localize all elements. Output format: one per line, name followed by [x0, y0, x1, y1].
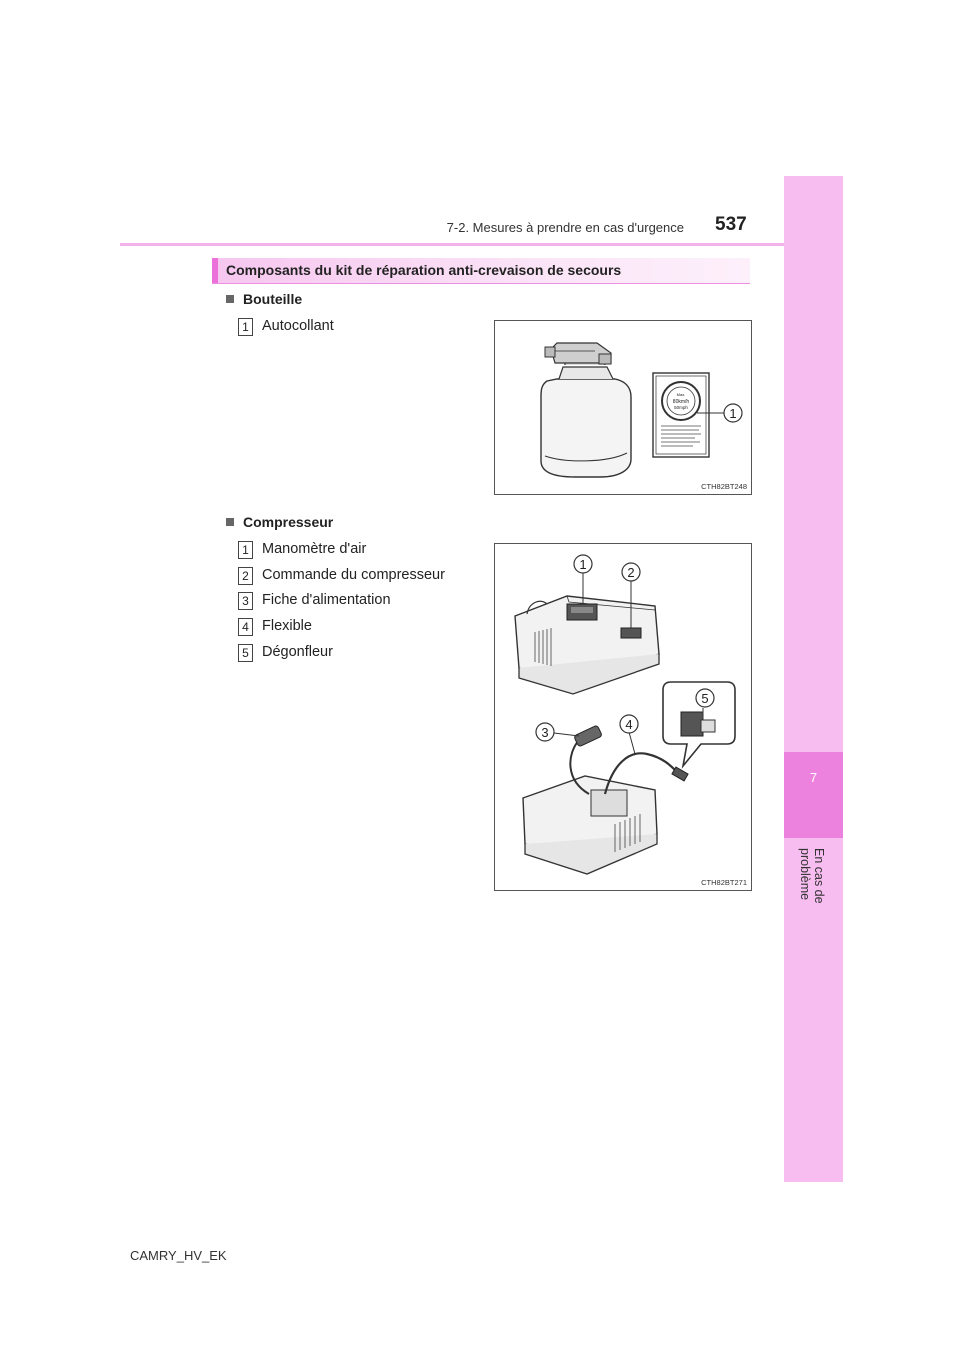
square-bullet-icon: [226, 295, 234, 303]
bottle-heading-text: Bouteille: [243, 291, 303, 307]
item-label: Manomètre d'air: [262, 541, 367, 557]
sticker-max: Max.: [676, 392, 686, 397]
item-label: Flexible: [262, 618, 312, 634]
compressor-figure: [494, 543, 752, 891]
compressor-callout-5: 5: [701, 691, 709, 706]
chapter-side-tab: [784, 176, 843, 1182]
item-number: 5: [238, 644, 253, 662]
figure-code: CTH82BT271: [701, 878, 747, 887]
sticker-mph: 50mph: [674, 405, 688, 410]
square-bullet-icon: [226, 518, 234, 526]
compressor-heading: [226, 514, 333, 530]
compressor-callout-4: 4: [625, 717, 633, 732]
item-number: 3: [238, 592, 253, 610]
running-head: 7-2. Mesures à prendre en cas d'urgence: [446, 220, 684, 235]
item-label: Dégonfleur: [262, 644, 333, 660]
compressor-item-1: [238, 541, 366, 559]
compressor-callout-3: 3: [541, 725, 549, 740]
compressor-heading-text: Compresseur: [243, 514, 334, 530]
bottle-figure: [494, 320, 752, 495]
chapter-number: 7: [809, 770, 818, 785]
sticker-kmh: 80km/h: [672, 399, 690, 405]
item-number: 2: [238, 567, 253, 585]
item-label: Fiche d'alimentation: [262, 592, 391, 608]
page-number: 537: [715, 214, 747, 235]
item-number: 1: [238, 541, 253, 559]
section-header: [212, 258, 750, 284]
chapter-label: En cas de problème: [798, 848, 826, 904]
figure-code: CTH82BT248: [701, 482, 747, 491]
compressor-item-4: [238, 618, 312, 636]
header-rule: [120, 243, 784, 246]
item-number: 4: [238, 618, 253, 636]
item-number: 1: [238, 318, 253, 336]
bottle-illustration: [495, 321, 751, 494]
item-label: Commande du compresseur: [262, 567, 445, 583]
chapter-tab-active[interactable]: [784, 752, 843, 838]
model-code: CAMRY_HV_EK: [130, 1248, 227, 1263]
compressor-callout-2: 2: [627, 565, 635, 580]
compressor-item-5: [238, 644, 333, 662]
compressor-item-3: [238, 592, 391, 610]
item-label: Autocollant: [262, 318, 334, 334]
compressor-illustration: [495, 544, 751, 890]
compressor-callout-1: 1: [579, 557, 587, 572]
bottle-heading: [226, 291, 302, 307]
bottle-callout-1: 1: [729, 406, 737, 421]
bottle-item-1: [238, 318, 334, 336]
compressor-item-2: [238, 567, 445, 585]
section-title: Composants du kit de réparation anti-crevaison de secours: [226, 262, 622, 278]
